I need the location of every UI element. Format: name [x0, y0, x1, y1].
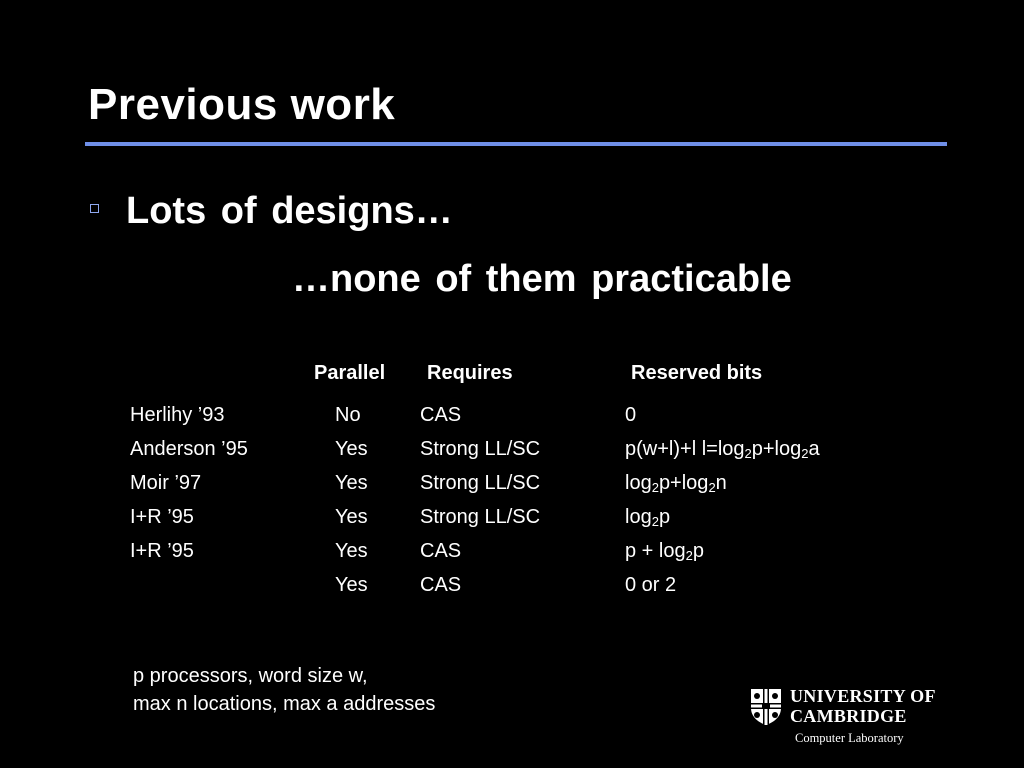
row-reserved-bits: $p + \log_2p$	[625, 540, 704, 563]
row-reserved-bits: 0 or 2	[625, 574, 677, 596]
row-parallel: No	[335, 404, 361, 426]
row-requires: Strong LL/SC	[420, 438, 541, 460]
university-name-line: UNIVERSITY OF	[790, 686, 936, 706]
coat-of-arms-icon	[750, 688, 782, 726]
slide-title: Previous work	[88, 80, 396, 129]
row-requires: Strong LL/SC	[420, 472, 541, 494]
row-parallel: Yes	[335, 472, 368, 494]
row-name: Anderson ’95	[130, 438, 248, 460]
row-reserved-bits: $\log_2p+\log_2n$	[625, 472, 727, 495]
column-header-requires: Requires	[427, 362, 513, 384]
row-parallel: Yes	[335, 540, 368, 562]
row-reserved-bits: p(w+l)+l $l=\log_2p+\log_2a$	[625, 438, 820, 461]
row-parallel: Yes	[335, 574, 368, 596]
department-name: Computer Laboratory	[795, 731, 904, 745]
row-parallel: Yes	[335, 506, 368, 528]
footnote-line: max n locations, max a addresses	[133, 693, 436, 715]
sub-bullet-text: …none of them practicable	[292, 258, 792, 300]
row-reserved-bits: $\log_2p$	[625, 506, 671, 529]
row-requires: CAS	[420, 404, 462, 426]
row-name: Moir ’97	[130, 472, 202, 494]
row-requires: CAS	[420, 574, 462, 596]
row-name: Herlihy ’93	[130, 404, 225, 426]
row-parallel: Yes	[335, 438, 368, 460]
bullet-square-icon	[90, 204, 99, 213]
row-name: I+R ’95	[130, 540, 194, 562]
row-reserved-bits: 0	[625, 404, 637, 426]
column-header-parallel: Parallel	[314, 362, 386, 384]
bullet-text: Lots of designs…	[126, 190, 453, 232]
university-name-line: CAMBRIDGE	[790, 706, 907, 726]
column-header-reserved-bits: Reserved bits	[631, 362, 763, 384]
university-name	[790, 686, 936, 726]
row-requires: Strong LL/SC	[420, 506, 541, 528]
row-name: I+R ’95	[130, 506, 194, 528]
footnote-line: p processors, word size w,	[133, 665, 368, 687]
university-logo	[748, 686, 948, 750]
footnote	[133, 662, 435, 718]
title-divider	[85, 142, 947, 146]
row-requires: CAS	[420, 540, 462, 562]
